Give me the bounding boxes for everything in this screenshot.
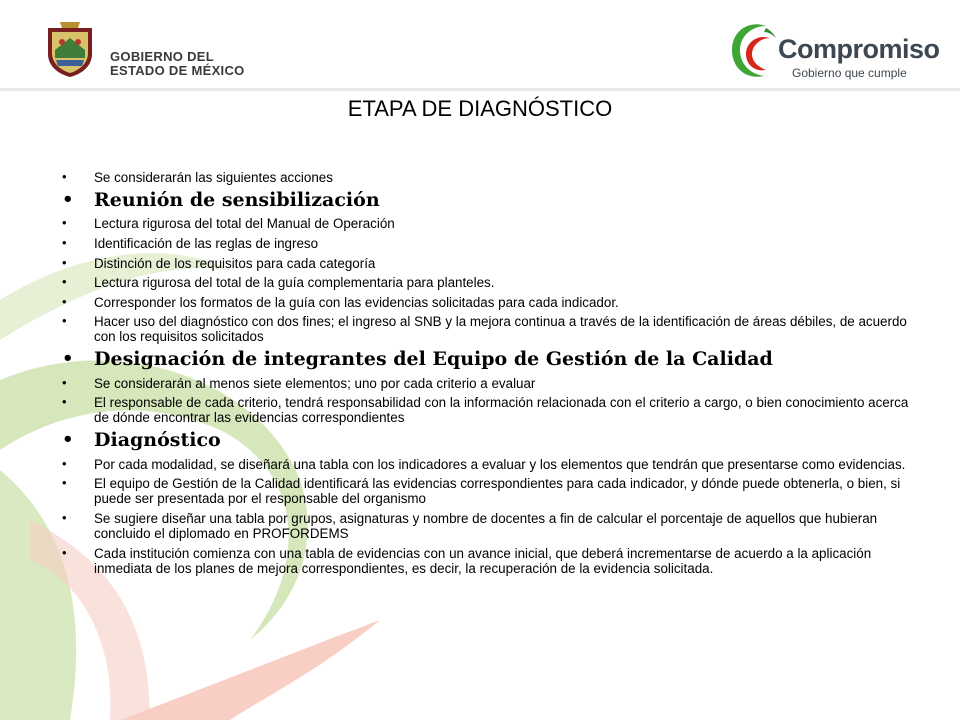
list-item: • Se sugiere diseñar una tabla por grupos, asignaturas y nombre de docentes a fin de calcular el porcentaje de aquellos que hubieran concluido el diplomado en PROFORDEMS	[62, 511, 914, 541]
page-title: ETAPA DE DIAGNÓSTICO	[347, 96, 613, 121]
compromiso-logo	[726, 18, 940, 88]
list-item: • Lectura rigurosa del total de la guía complementaria para planteles.	[62, 275, 914, 290]
list-item: • Identificación de las reglas de ingreso	[62, 236, 914, 251]
gobierno-edomex-logo	[42, 20, 282, 82]
list-item: • El equipo de Gestión de la Calidad identificará las evidencias correspondientes para cada indicador, y dónde puede obtenerla, o bien, si puede ser presentada por el responsable del organismo	[62, 476, 914, 506]
list-item: • Por cada modalidad, se diseñará una tabla con los indicadores a evaluar y los elementos que tendrán que presentarse como evidencias.	[62, 457, 914, 472]
list-item: • Cada institución comienza con una tabla de evidencias con un avance inicial, que deberá incrementarse de acuerdo a la aplicación inmediata de los planes de mejora correspondientes, es decir, la recuperación de la evidencia solicitada.	[62, 546, 914, 576]
list-item: • Hacer uso del diagnóstico con dos fines; el ingreso al SNB y la mejora continua a través de la identificación de áreas débiles, de acuerdo con los requisitos solicitados	[62, 314, 914, 344]
gov-name-line2: ESTADO DE MÉXICO	[110, 62, 245, 78]
gov-name-line1: GOBIERNO DEL	[110, 49, 214, 64]
brand-name: Compromiso	[778, 34, 940, 64]
section-heading-diagnostico: • Diagnóstico	[62, 430, 914, 452]
list-item: • Distinción de los requisitos para cada categoría	[62, 256, 914, 271]
action-list	[62, 170, 914, 580]
list-item: • Corresponder los formatos de la guía con las evidencias solicitadas para cada indicador.	[62, 295, 914, 310]
section-heading-designacion: • Designación de integrantes del Equipo de Gestión de la Calidad	[62, 349, 914, 371]
list-item: • Se considerarán al menos siete elementos; uno por cada criterio a evaluar	[62, 376, 914, 391]
state-seal-icon	[42, 20, 98, 78]
list-item: • El responsable de cada criterio, tendrá responsabilidad con la información relacionada con el criterio a cargo, o bien conocimiento acerca de dónde encontrar las evidencias correspondientes	[62, 395, 914, 425]
list-item: • Lectura rigurosa del total del Manual de Operación	[62, 216, 914, 231]
header-divider	[0, 88, 960, 91]
section-heading-sensibilizacion: • Reunión de sensibilización	[62, 190, 914, 212]
list-item: • Se considerarán las siguientes acciones	[62, 170, 914, 185]
brand-tagline: Gobierno que cumple	[792, 66, 907, 80]
compromiso-c-icon	[726, 18, 778, 84]
